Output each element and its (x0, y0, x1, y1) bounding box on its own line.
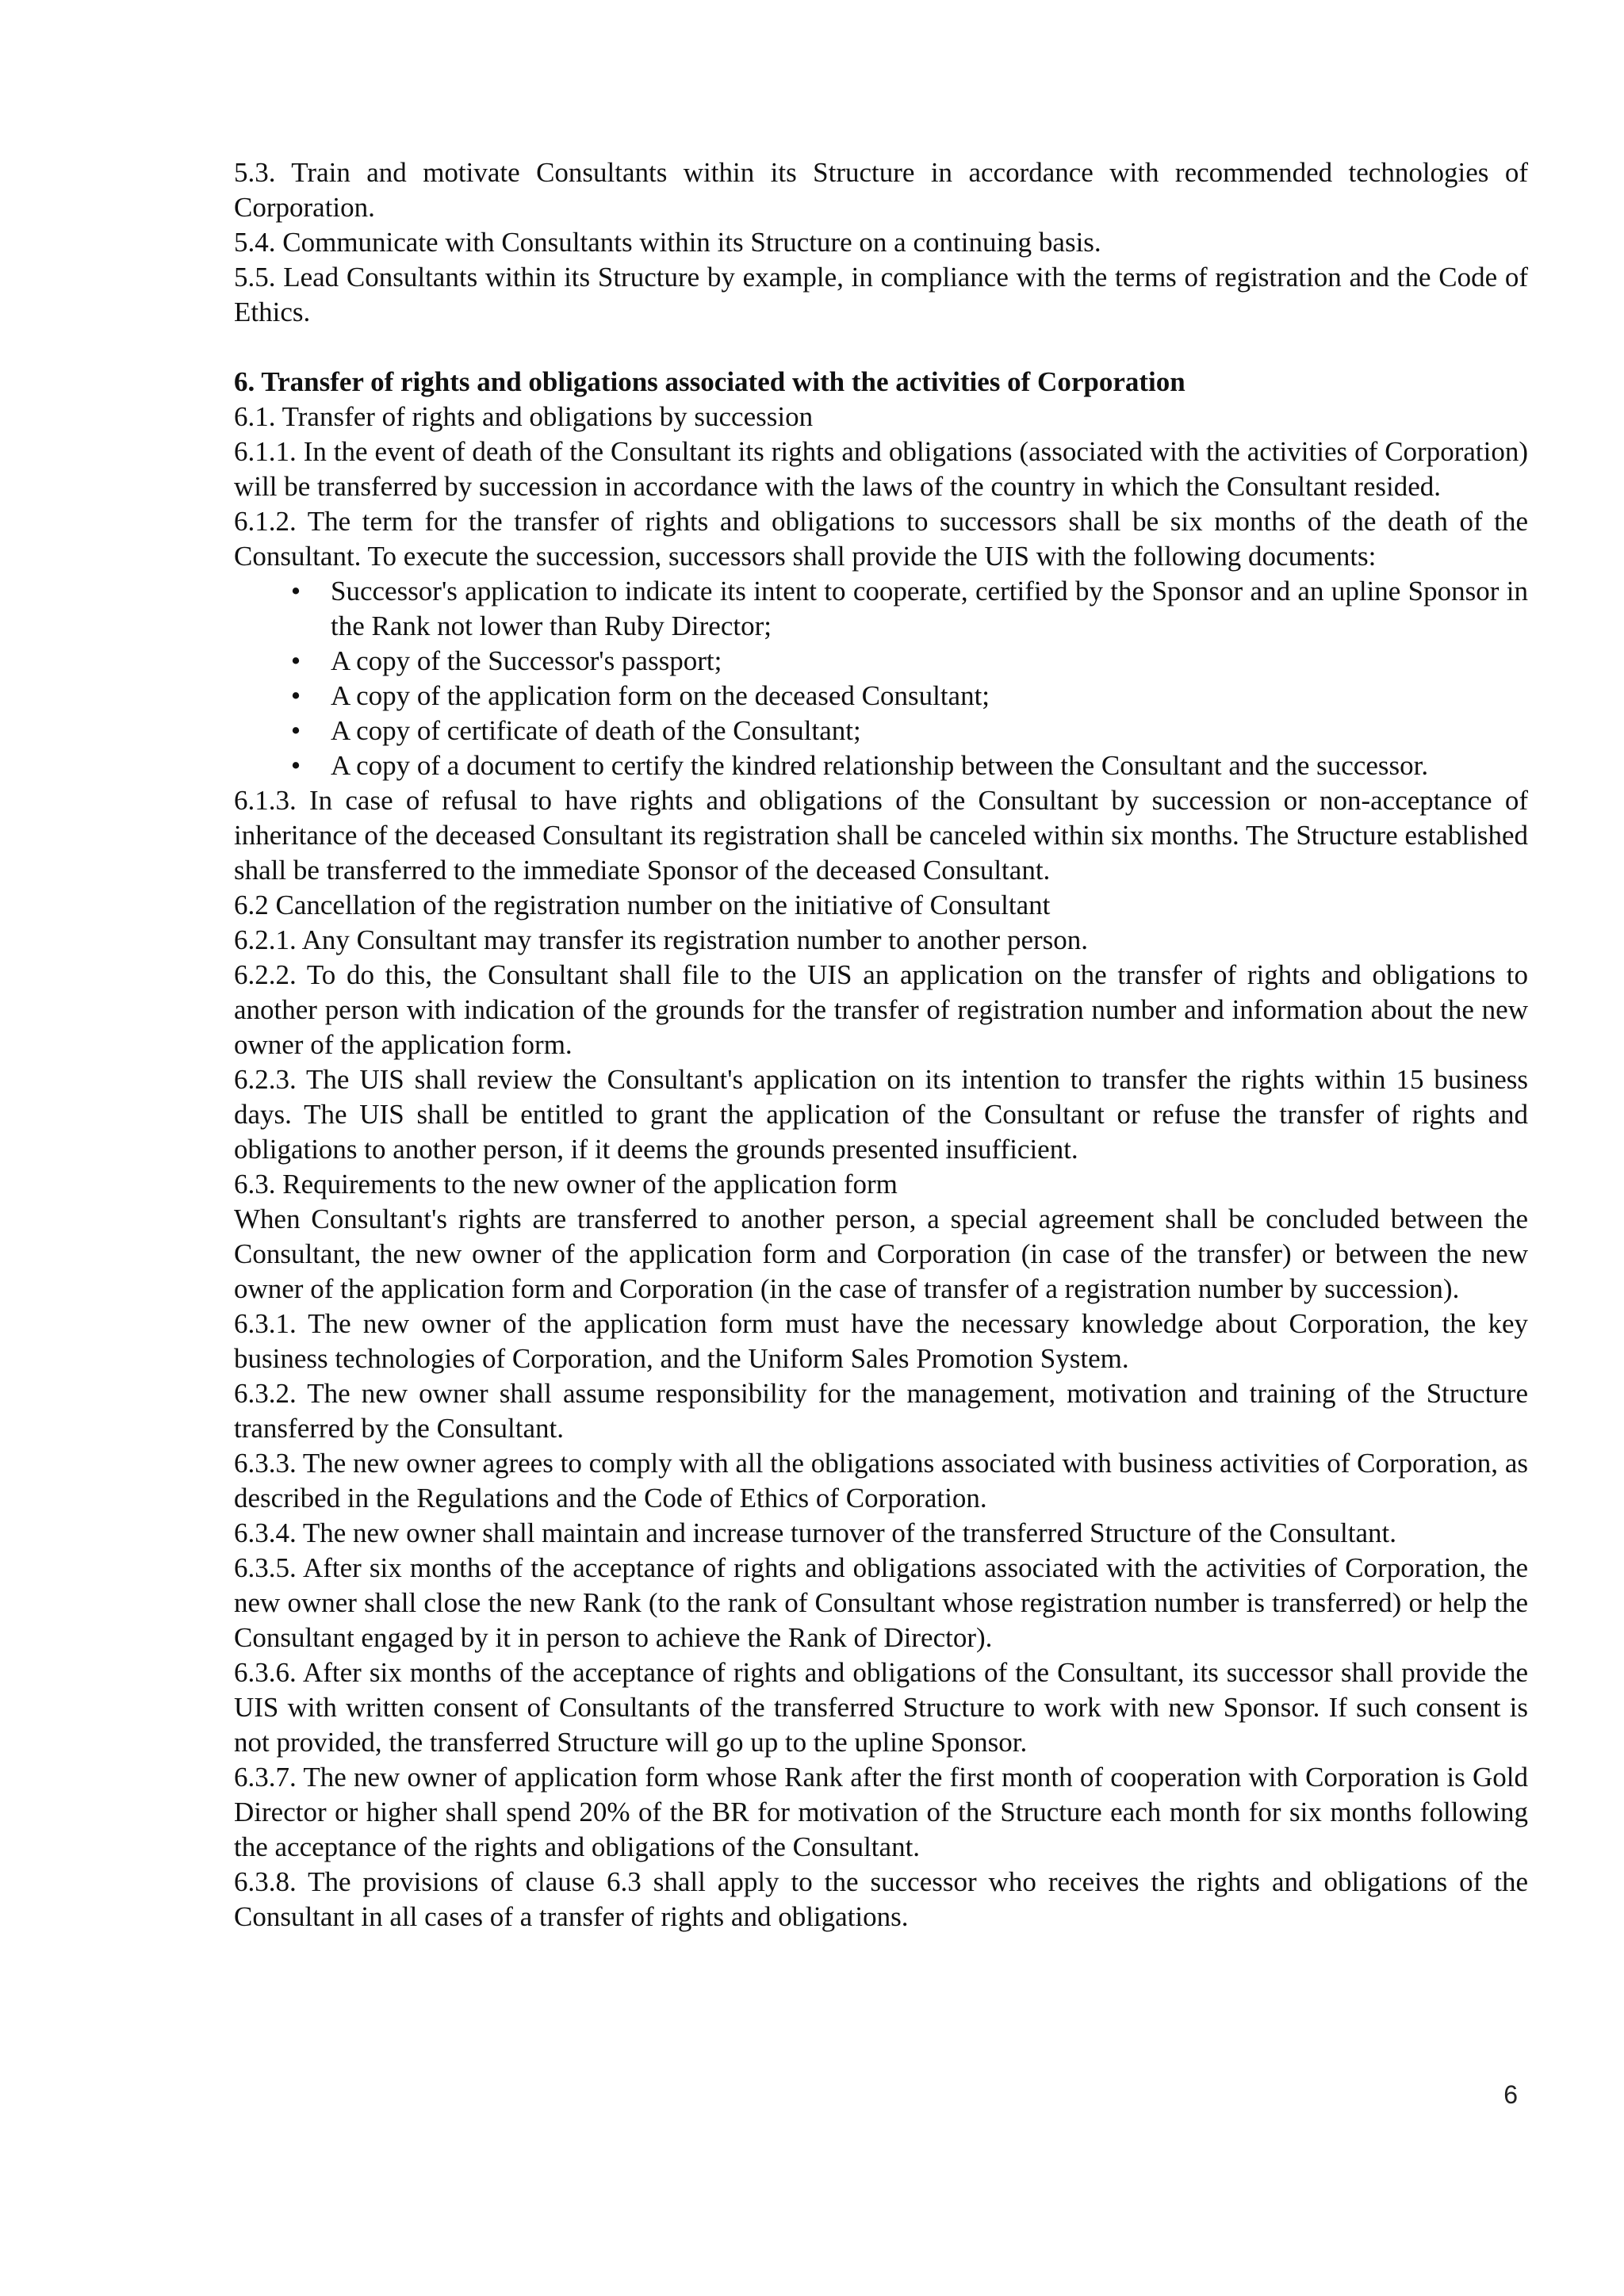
paragraph-6-2-1: 6.2.1. Any Consultant may transfer its registration number to another person. (234, 924, 1089, 955)
list-item (234, 644, 1528, 679)
paragraph-6-3-intro: When Consultant's rights are transferred to another person, a special agreement shall be concluded between the Consultant, the new owner of the application form and Corporation (in case of the transfer) or between the new owner of the application form and Corporation (in the case of transfer of a registration number by succession). (234, 1203, 1528, 1304)
list-item (234, 714, 1528, 748)
list-item (234, 679, 1528, 714)
paragraph-6-1-3: 6.1.3. In case of refusal to have rights and obligations of the Consultant by succession or non-acceptance of inheritance of the deceased Consultant its registration shall be canceled within six months. The Structure established shall be transferred to the immediate Sponsor of the deceased Consultant. (234, 785, 1528, 886)
bullet-icon: • (290, 576, 301, 607)
page-number: 6 (1503, 2080, 1518, 2109)
paragraph-6-3-8: 6.3.8. The provisions of clause 6.3 shall apply to the successor who receives the rights and obligations of the Consultant in all cases of a transfer of rights and obligations. (234, 1866, 1528, 1932)
paragraph-6-1: 6.1. Transfer of rights and obligations by succession (234, 401, 814, 432)
paragraph-6-3-3: 6.3.3. The new owner agrees to comply with all the obligations associated with business activities of Corporation, as described in the Regulations and the Code of Ethics of Corporation. (234, 1448, 1528, 1513)
list-item-text: Successor's application to indicate its intent to cooperate, certified by the Sponsor and an upline Sponsor in the Rank not lower than Ruby Director; (331, 576, 1528, 641)
paragraph-6-2-3: 6.2.3. The UIS shall review the Consultant's application on its intention to transfer the rights within 15 business days. The UIS shall be entitled to grant the application of the Consultant or refuse the transfer of rights and obligations to another person, if it deems the grounds presented insufficient. (234, 1064, 1528, 1165)
list-item (234, 574, 1528, 644)
bullet-icon: • (290, 680, 301, 711)
paragraph-6-3-2: 6.3.2. The new owner shall assume responsibility for the management, motivation and training of the Structure transferred by the Consultant. (234, 1378, 1528, 1444)
paragraph-6-3-1: 6.3.1. The new owner of the application form must have the necessary knowledge about Corporation, the key business technologies of Corporation, and the Uniform Sales Promotion System. (234, 1308, 1528, 1374)
paragraph-6-3-5: 6.3.5. After six months of the acceptance of rights and obligations associated with the activities of Corporation, the new owner shall close the new Rank (to the rank of Consultant whose registration number is transferred) or help the Consultant engaged by it in person to achieve the Rank of Director). (234, 1552, 1528, 1653)
paragraph-6-3: 6.3. Requirements to the new owner of the application form (234, 1169, 898, 1200)
paragraph-5-3: 5.3. Train and motivate Consultants within its Structure in accordance with recommended technologies of Corporation. (234, 157, 1528, 223)
bullet-icon: • (290, 715, 301, 746)
required-documents-list (234, 574, 1528, 783)
list-item-text: A copy of certificate of death of the Consultant; (331, 715, 861, 746)
paragraph-6-1-1: 6.1.1. In the event of death of the Consultant its rights and obligations (associated with the activities of Corporation) will be transferred by succession in accordance with the laws of the country in which the Consultant resided. (234, 436, 1528, 502)
list-item-text: A copy of the Successor's passport; (331, 645, 722, 676)
paragraph-6-3-7: 6.3.7. The new owner of application form whose Rank after the first month of cooperation with Corporation is Gold Director or higher shall spend 20% of the BR for motivation of the Structure each month for six months following the acceptance of the rights and obligations of the Consultant. (234, 1762, 1528, 1862)
paragraph-6-3-4: 6.3.4. The new owner shall maintain and increase turnover of the transferred Structure of the Consultant. (234, 1517, 1396, 1548)
list-item (234, 748, 1528, 783)
paragraph-5-4: 5.4. Communicate with Consultants within its Structure on a continuing basis. (234, 227, 1101, 258)
bullet-icon: • (290, 750, 301, 781)
paragraph-6-2-2: 6.2.2. To do this, the Consultant shall file to the UIS an application on the transfer of rights and obligations to another person with indication of the grounds for the transfer of registration number and information about the new owner of the application form. (234, 959, 1528, 1060)
section-6-heading: 6. Transfer of rights and obligations associated with the activities of Corporation (234, 366, 1185, 397)
list-item-text: A copy of a document to certify the kindred relationship between the Consultant and the successor. (331, 750, 1429, 781)
section-spacer (234, 330, 1528, 365)
paragraph-5-5: 5.5. Lead Consultants within its Structure by example, in compliance with the terms of registration and the Code of Ethics. (234, 262, 1528, 327)
list-item-text: A copy of the application form on the deceased Consultant; (331, 680, 990, 711)
bullet-icon: • (290, 645, 301, 676)
paragraph-6-3-6: 6.3.6. After six months of the acceptance of rights and obligations of the Consultant, its successor shall provide the UIS with written consent of Consultants of the transferred Structure to work with new Sponsor. If such consent is not provided, the transferred Structure will go up to the upline Sponsor. (234, 1657, 1528, 1758)
paragraph-6-1-2: 6.1.2. The term for the transfer of rights and obligations to successors shall be six months of the death of the Consultant. To execute the succession, successors shall provide the UIS with the following documents: (234, 506, 1528, 572)
document-body (234, 155, 1528, 1934)
paragraph-6-2: 6.2 Cancellation of the registration number on the initiative of Consultant (234, 890, 1051, 920)
